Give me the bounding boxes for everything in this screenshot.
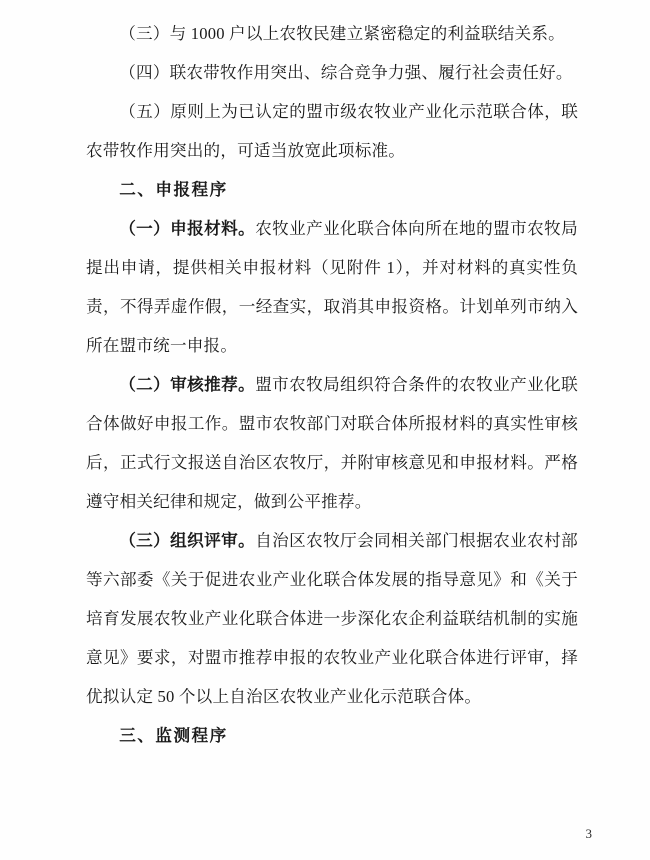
paragraph-item-5: （五）原则上为已认定的盟市级农牧业产业化示范联合体，联农带牧作用突出的，可适当放宽此项标准。 xyxy=(86,102,578,160)
paragraph-item-4: （四）联农带牧作用突出、综合竞争力强、履行社会责任好。 xyxy=(119,63,573,82)
document-body xyxy=(86,14,578,755)
step-3-label: （三）组织评审。 xyxy=(119,531,256,550)
step-1-label: （一）申报材料。 xyxy=(119,219,256,238)
step-3-text: 自治区农牧厅会同相关部门根据农业农村部等六部委《关于促进农业产业化联合体发展的指导意见》和《关于培育发展农牧业产业化联合体进一步深化农企利益联结机制的实施意见》要求，对盟市推荐申报的农牧业产业化联合体进行评审，择优拟认定 50 个以上自治区农牧业产业化示范联合体。 xyxy=(86,531,578,706)
page-number: 3 xyxy=(585,826,592,841)
step-1-text: 农牧业产业化联合体向所在地的盟市农牧局提出申请，提供相关申报材料（见附件 1），并对材料的真实性负责，不得弄虚作假，一经查实，取消其申报资格。计划单列市纳入所在盟市统一申报。 xyxy=(86,219,578,355)
paragraph-step-2 xyxy=(86,365,578,521)
step-2-label: （二）审核推荐。 xyxy=(119,375,256,394)
paragraph-step-1 xyxy=(86,209,578,365)
step-2-text: 盟市农牧局组织符合条件的农牧业产业化联合体做好申报工作。盟市农牧部门对联合体所报材料的真实性审核后，正式行文报送自治区农牧厅，并附审核意见和申报材料。严格遵守相关纪律和规定，做到公平推荐。 xyxy=(86,375,578,511)
paragraph-item-3: （三）与 1000 户以上农牧民建立紧密稳定的利益联结关系。 xyxy=(119,24,565,43)
section-heading-application-procedure: 二、申报程序 xyxy=(119,180,228,199)
section-heading-monitoring-procedure: 三、监测程序 xyxy=(119,726,228,745)
paragraph-step-3 xyxy=(86,521,578,716)
